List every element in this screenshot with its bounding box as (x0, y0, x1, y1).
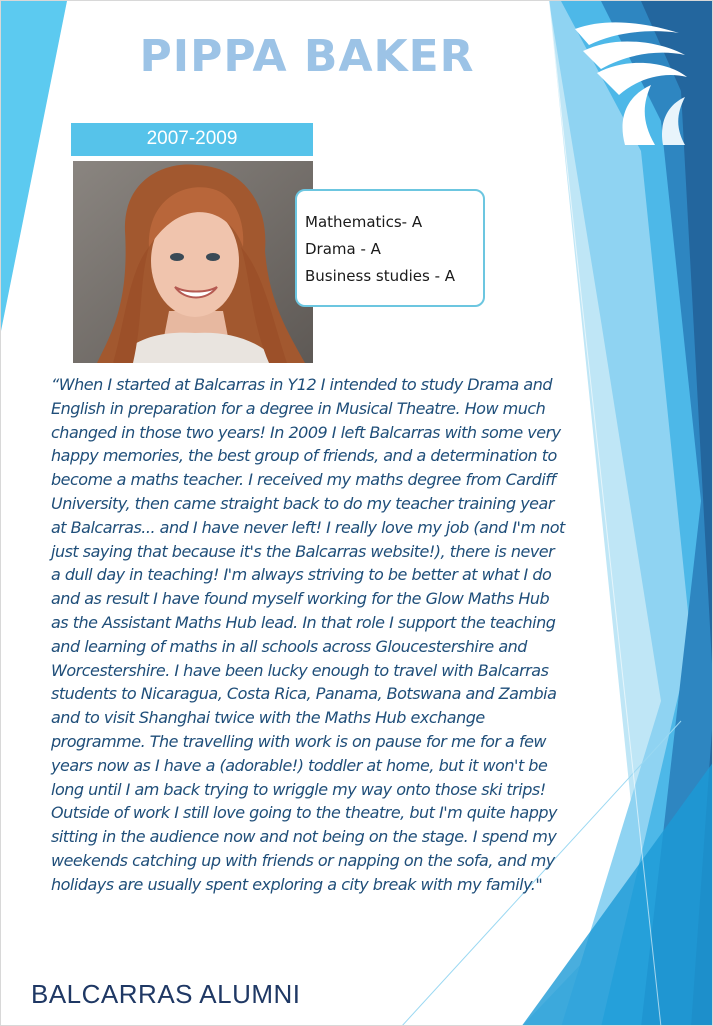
testimonial-quote: “When I started at Balcarras in Y12 I intended to study Drama and English in preparation for a degree in Musical Theatre. How much changed in those two years! In 2009 I left Balcarras with some very happy memories, the best group of friends, and a determination to become a maths teacher. I received my maths degree from Cardiff University, then came straight back to do my teacher training year at Balcarras... and I have never left! I really love my job (and I'm not just saying that because it's the Balcarras website!), there is never a dull day in teaching! I'm always striving to be better at what I do and as result I have found myself working for the Glow Maths Hub as the Assistant Maths Hub lead. In that role I support the teaching and learning of maths in all schools across Gloucestershire and Worcestershire. I have been lucky enough to travel with Balcarras students to Nicaragua, Costa Rica, Panama, Botswana and Zambia and to visit Shanghai twice with the Maths Hub exchange programme. The travelling with work is on pause for me for a few years now as I have a (adorable!) toddler at home, but it won't be long until I am back trying to wriggle my way onto those ski trips! Outside of work I still love going to the theatre, but I'm quite happy sitting in the audience now and not being on the stage. I spend my weekends catching up with friends or napping on the sofa, and my holidays are usually spent exploring a city break with my family." (51, 375, 565, 894)
grade-item: Mathematics- A (305, 213, 423, 231)
years-banner: 2007-2009 (71, 123, 313, 156)
portrait-illustration (73, 161, 313, 363)
alumni-photo (73, 161, 313, 363)
grade-item: Business studies - A (305, 267, 456, 285)
flame-swirl-logo-icon (567, 15, 695, 150)
left-accent-strip (1, 1, 67, 331)
alumni-name-title: PIPPA BAKER (139, 31, 475, 82)
grade-item: Drama - A (305, 240, 381, 258)
footer-label: BALCARRAS ALUMNI (31, 979, 301, 1009)
grades-box (295, 189, 485, 307)
